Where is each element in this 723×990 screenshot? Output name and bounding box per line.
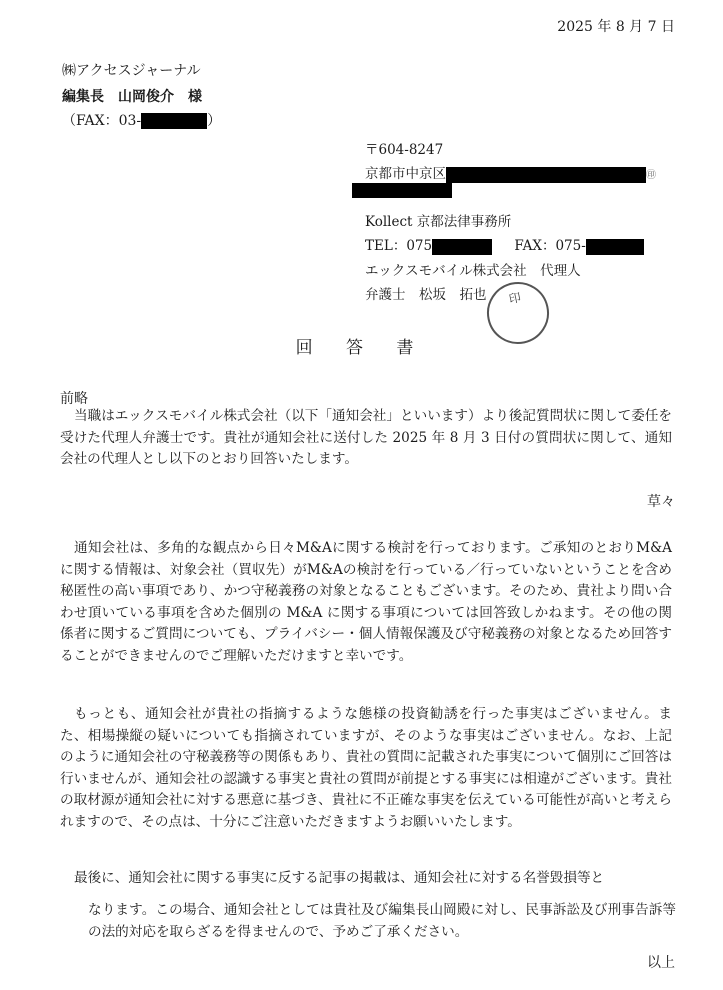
recipient-company: ㈱アクセスジャーナル bbox=[62, 63, 201, 79]
sender-lawyer: 弁護士 松坂 拓也 bbox=[365, 287, 487, 303]
seal-text: 印 bbox=[507, 290, 523, 307]
sender-address-prefix: 京都市中京区 bbox=[365, 166, 446, 182]
sender-client: エックスモバイル株式会社 代理人 bbox=[365, 263, 581, 279]
body-paragraph-1: 通知会社は、多角的な観点から日々M&Aに関する検討を行っております。ご承知のとおりM&Aに関する情報は、対象会社（買収先）がM&Aの検討を行っている／行っていないということを含め秘匿性の高い事項であり、かつ守秘義務の対象となることもございます。そのため、貴社より問い合わせ頂いている事項を含めた個別の M&A に関する事項については回答致しかねます。その他の関係者に関するご質問についても、プライバシー・個人情報保護及び守秘義務の対象となるため回答することができませんのでご理解いただけますと幸いです。 bbox=[60, 540, 672, 664]
sender-postal: 〒604-8247 bbox=[365, 142, 444, 158]
closing-short: 草々 bbox=[647, 494, 675, 510]
sender-office: Kollect 京都法律事務所 bbox=[365, 214, 512, 230]
closing: 以上 bbox=[647, 955, 675, 971]
redaction-bar bbox=[141, 113, 207, 129]
redaction-bar bbox=[432, 239, 492, 255]
body-paragraph-3-rest: なります。この場合、通知会社としては貴社及び編集長山岡殿に対し、民事訴訟及び刑事告訴等の法的対応を取らざるを得ませんので、予めご了承ください。 bbox=[88, 902, 676, 940]
recipient-fax bbox=[62, 110, 221, 130]
sender-address-line2 bbox=[352, 180, 452, 199]
sender-phone-line bbox=[365, 234, 644, 255]
recipient-fax-suffix: ） bbox=[207, 113, 222, 129]
document-title: 回 答 書 bbox=[295, 338, 428, 358]
sender-fax-label: FAX：075- bbox=[514, 238, 586, 254]
redaction-bar bbox=[446, 167, 646, 183]
letter-date: 2025 年 8 月 7 日 bbox=[557, 19, 675, 35]
intro-paragraph: 当職はエックスモバイル株式会社（以下「通知会社」といいます）より後記質問状に関して委任を受けた代理人弁護士です。貴社が通知会社に送付した 2025 年 8 月 3 日付の質問状に関して、通知会社の代理人とし以下のとおり回答いたします。 bbox=[60, 408, 672, 467]
recipient-person: 編集長 山岡俊介 様 bbox=[62, 89, 202, 105]
redaction-bar bbox=[586, 239, 644, 255]
sender-address-tail: ㊞ bbox=[646, 170, 656, 181]
body-paragraph-3-line1: 最後に、通知会社に関する事実に反する記事の掲載は、通知会社に対する名誉毀損等と bbox=[74, 870, 605, 886]
sender-tel-label: TEL：075 bbox=[365, 238, 433, 254]
recipient-fax-prefix: （FAX：03- bbox=[62, 113, 142, 129]
greeting: 前略 bbox=[60, 391, 88, 407]
body-paragraph-2: もっとも、通知会社が貴社の指摘するような態様の投資勧誘を行った事実はございません。また、相場操縦の疑いについても指摘されていますが、そのような事実はございません。なお、上記のように通知会社の守秘義務等の関係もあり、貴社の質問に記載された事実について個別にご回答は行いませんが、通知会社の認識する事実と貴社の質問が前提とする事実には相違がございます。貴社の取材源が通知会社に対する悪意に基づき、貴社に不正確な事実を伝えている可能性が高いと考えられますので、その点は、十分にご注意いただきますようお願いいたします。 bbox=[60, 706, 672, 830]
redaction-bar bbox=[352, 183, 452, 198]
